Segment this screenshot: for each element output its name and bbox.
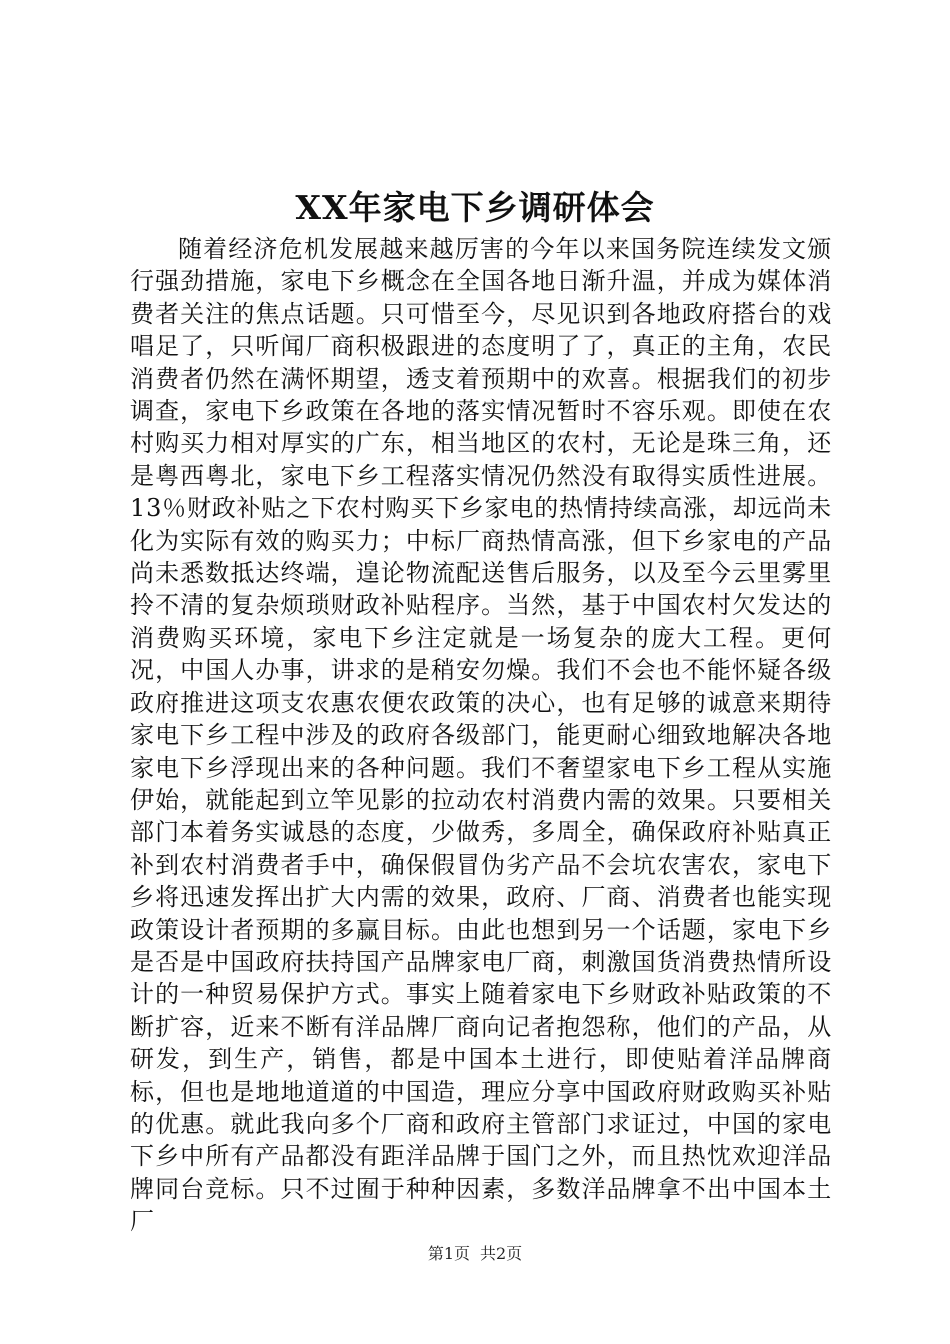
page-number: 第1页 xyxy=(427,1244,470,1263)
page-total: 共2页 xyxy=(480,1244,523,1263)
document-title: XX年家电下乡调研体会 xyxy=(295,188,655,227)
page-footer xyxy=(0,1243,950,1265)
body-paragraph: 随着经济危机发展越来越厉害的今年以来国务院连续发文颁行强劲措施，家电下乡概念在全国各地日渐升温，并成为媒体消费者关注的焦点话题。只可惜至今，尽见识到各地政府搭台的戏唱足了，只听闻厂商积极跟进的态度明了了，真正的主角，农民消费者仍然在满怀期望，透支着预期中的欢喜。根据我们的初步调查，家电下乡政策在各地的落实情况暂时不容乐观。即使在农村购买力相对厚实的广东，相当地区的农村，无论是珠三角，还是粤西粤北，家电下乡工程落实情况仍然没有取得实质性进展。13％财政补贴之下农村购买下乡家电的热情持续高涨，却远尚未化为实际有效的购买力；中标厂商热情高涨，但下乡家电的产品尚未悉数抵达终端，遑论物流配送售后服务，以及至今云里雾里拎不清的复杂烦琐财政补贴程序。当然，基于中国农村欠发达的消费购买环境，家电下乡注定就是一场复杂的庞大工程。更何况，中国人办事，讲求的是稍安勿燥。我们不会也不能怀疑各级政府推进这项支农惠农便农政策的决心，也有足够的诚意来期待家电下乡工程中涉及的政府各级部门，能更耐心细致地解决各地家电下乡浮现出来的各种问题。我们不奢望家电下乡工程从实施伊始，就能起到立竿见影的拉动农村消费内需的效果。只要相关部门本着务实诚恳的态度，少做秀，多周全，确保政府补贴真正补到农村消费者手中，确保假冒伪劣产品不会坑农害农，家电下乡将迅速发挥出扩大内需的效果，政府、厂商、消费者也能实现政策设计者预期的多赢目标。由此也想到另一个话题，家电下乡是否是中国政府扶持国产品牌家电厂商，刺激国货消费热情所设计的一种贸易保护方式。事实上随着家电下乡财政补贴政策的不断扩容，近来不断有洋品牌厂商向记者抱怨称，他们的产品，从研发，到生产，销售，都是中国本土进行，即使贴着洋品牌商标，但也是地地道道的中国造，理应分享中国政府财政购买补贴的优惠。就此我向多个厂商和政府主管部门求证过，中国的家电下乡中所有产品都没有距洋品牌于国门之外，而且热忱欢迎洋品牌同台竞标。只不过囿于种种因素，多数洋品牌拿不出中国本土厂 xyxy=(130,235,832,1236)
